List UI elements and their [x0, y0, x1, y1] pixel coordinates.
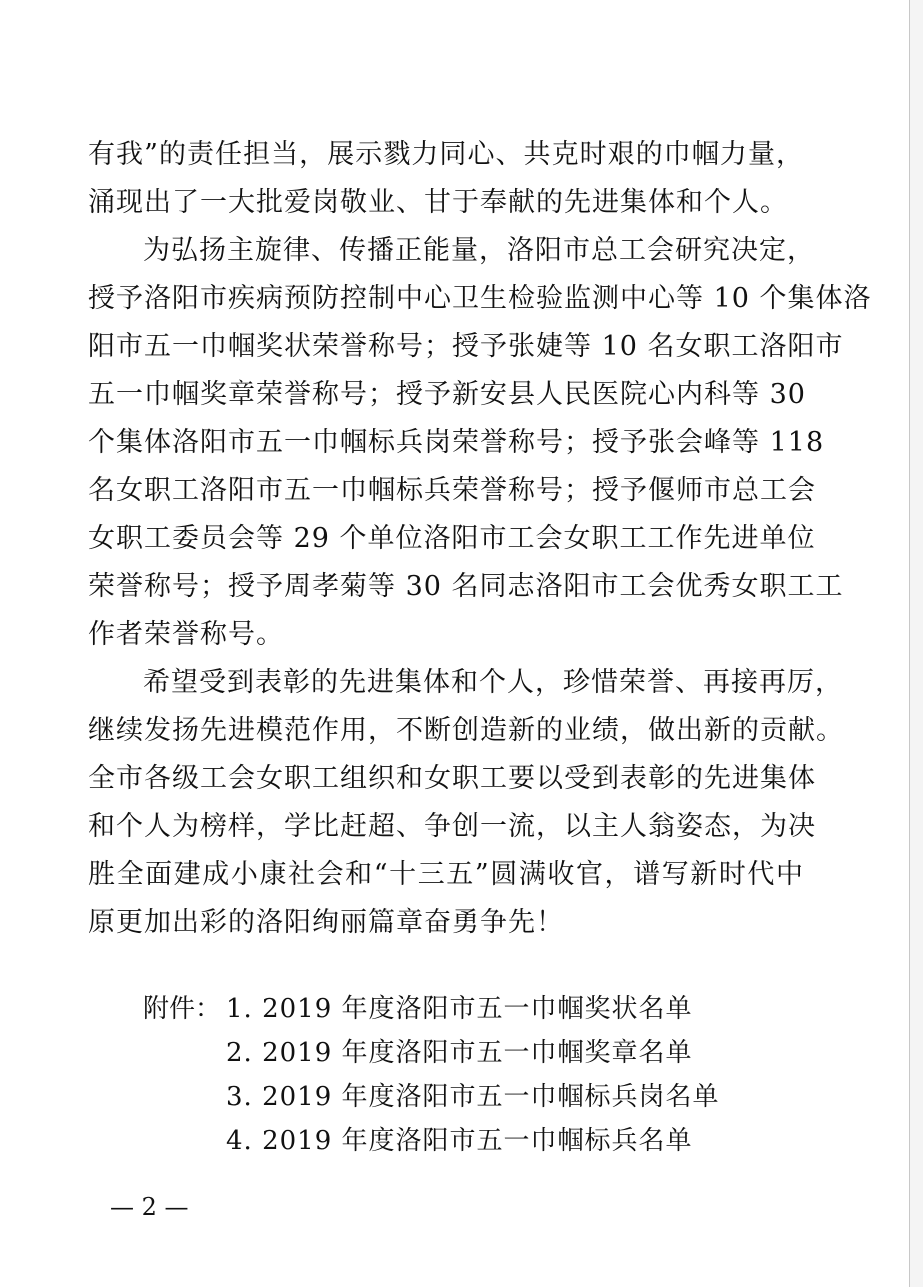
body-line: 授予洛阳市疾病预防控制中心卫生检验监测中心等 10 个集体洛 — [88, 283, 872, 314]
body-line: 阳市五一巾帼奖状荣誉称号；授予张婕等 10 名女职工洛阳市 — [88, 331, 844, 362]
attachment-item: 2. 2019 年度洛阳市五一巾帼奖章名单 — [226, 1038, 693, 1068]
body-line: 希望受到表彰的先进集体和个人，珍惜荣誉、再接再厉， — [143, 667, 843, 698]
body-line: 胜全面建成小康社会和“十三五”圆满收官，谱写新时代中 — [88, 859, 804, 890]
body-line: 和个人为榜样，学比赶超、争创一流，以主人翁姿态，为决 — [88, 811, 816, 842]
body-line: 继续发扬先进模范作用，不断创造新的业绩，做出新的贡献。 — [88, 715, 844, 746]
body-line: 作者荣誉称号。 — [88, 619, 284, 650]
attachment-item: 1. 2019 年度洛阳市五一巾帼奖状名单 — [226, 994, 693, 1024]
body-line: 全市各级工会女职工组织和女职工要以受到表彰的先进集体 — [88, 763, 816, 794]
page-number: — 2 — — [110, 1193, 189, 1221]
body-line: 名女职工洛阳市五一巾帼标兵荣誉称号；授予偃师市总工会 — [88, 475, 816, 506]
attachment-item: 3. 2019 年度洛阳市五一巾帼标兵岗名单 — [226, 1082, 720, 1112]
body-line: 女职工委员会等 29 个单位洛阳市工会女职工工作先进单位 — [88, 523, 816, 554]
page-edge — [909, 0, 923, 1287]
body-line: 为弘扬主旋律、传播正能量，洛阳市总工会研究决定， — [143, 235, 815, 266]
body-line: 荣誉称号；授予周孝菊等 30 名同志洛阳市工会优秀女职工工 — [88, 571, 844, 602]
body-line: 涌现出了一大批爱岗敬业、甘于奉献的先进集体和个人。 — [88, 187, 788, 218]
attachments-label: 附件： — [143, 994, 222, 1024]
body-line: 原更加出彩的洛阳绚丽篇章奋勇争先！ — [88, 907, 564, 938]
body-line: 有我”的责任担当，展示戮力同心、共克时艰的巾帼力量， — [88, 139, 804, 170]
body-line: 个集体洛阳市五一巾帼标兵岗荣誉称号；授予张会峰等 118 — [88, 427, 825, 458]
attachment-item: 4. 2019 年度洛阳市五一巾帼标兵名单 — [226, 1126, 693, 1156]
body-line: 五一巾帼奖章荣誉称号；授予新安县人民医院心内科等 30 — [88, 379, 806, 410]
